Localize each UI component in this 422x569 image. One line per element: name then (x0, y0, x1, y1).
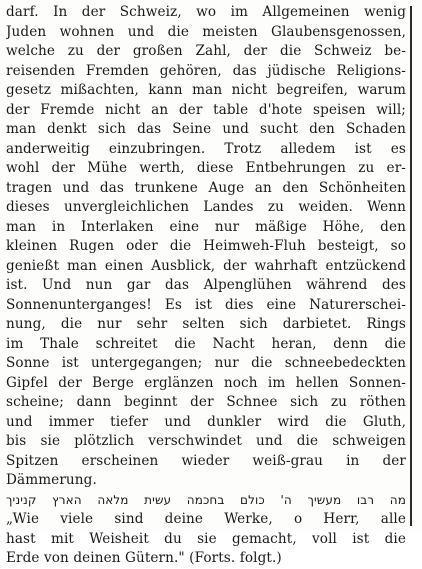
text-line: dieses unvergleichlichen Landes zu weiden. Wenn (6, 199, 406, 215)
text-line: darf. In der Schweiz, wo im Allgemeinen wenig (6, 4, 406, 20)
text-line: Sonnenunterganges! Es ist dies eine Naturerschei- (6, 296, 406, 313)
text-line: anderweitig einzubringen. Trotz alledem ist es (6, 140, 406, 157)
text-line: und immer tiefer und dunkler wird die Gluth, (6, 413, 406, 430)
text-line: Spitzen erscheinen wieder weiß-grau in der (6, 452, 406, 469)
text-line: bis sie plötzlich verschwindet und die schweigen (6, 433, 406, 449)
text-line: genießt man einen Ausblick, der wahrhaft entzückend (6, 257, 406, 274)
text-line: der Fremde nicht an der table d'hote speisen will; (6, 101, 406, 118)
text-line: man in Interlaken eine nur mäßige Höhe, den (6, 218, 406, 235)
text-line: Juden wohnen und die meisten Glaubensgenossen, (6, 23, 406, 40)
text-line: kleinen Rugen oder die Heimweh-Fluh besteigt, so (6, 238, 406, 254)
text-column (6, 3, 406, 569)
quote-line: „Wie viele sind deine Werke, o Herr, alle (6, 511, 406, 527)
text-line: wohl der Mühe werth, diese Entbehrungen zu er- (6, 160, 406, 176)
text-line: nung, die nur sehr selten sich darbietet. Rings (6, 316, 406, 332)
quote-line: hast mit Weisheit du sie gemacht, voll ist die (6, 530, 406, 547)
text-line: man denkt sich das Seine und sucht den Schaden (6, 121, 406, 137)
text-line: ist. Und nun gar das Alpenglühen während des (6, 277, 406, 293)
text-line: im Thale schreitet die Nacht heran, denn die (6, 335, 406, 352)
text-line: Dämmerung. (6, 472, 97, 488)
text-line: scheine; dann beginnt der Schnee sich zu röthen (6, 394, 406, 410)
text-line: reisenden Fremden gehören, das jüdische Religions- (6, 62, 406, 79)
text-line: tragen und das trunkene Auge an den Schönheiten (6, 179, 406, 196)
column-rule (410, 6, 412, 526)
text-line: Gipfel der Berge erglänzen noch im hellen Sonnen- (6, 374, 406, 391)
quote-line: Erde von deinen Gütern." (Forts. folgt.) (6, 550, 282, 566)
text-line: welche zu der großen Zahl, der die Schweiz be- (6, 43, 406, 59)
hebrew-verse: מה רבו מעשיך ה' כולם בחכמה עשית מלאה הארץ קניניך (6, 492, 406, 507)
text-line: gesetz mißachten, kann man nicht begreifen, warum (6, 82, 406, 98)
text-line: Sonne ist untergegangen; nur die schneebedeckten (6, 355, 406, 371)
